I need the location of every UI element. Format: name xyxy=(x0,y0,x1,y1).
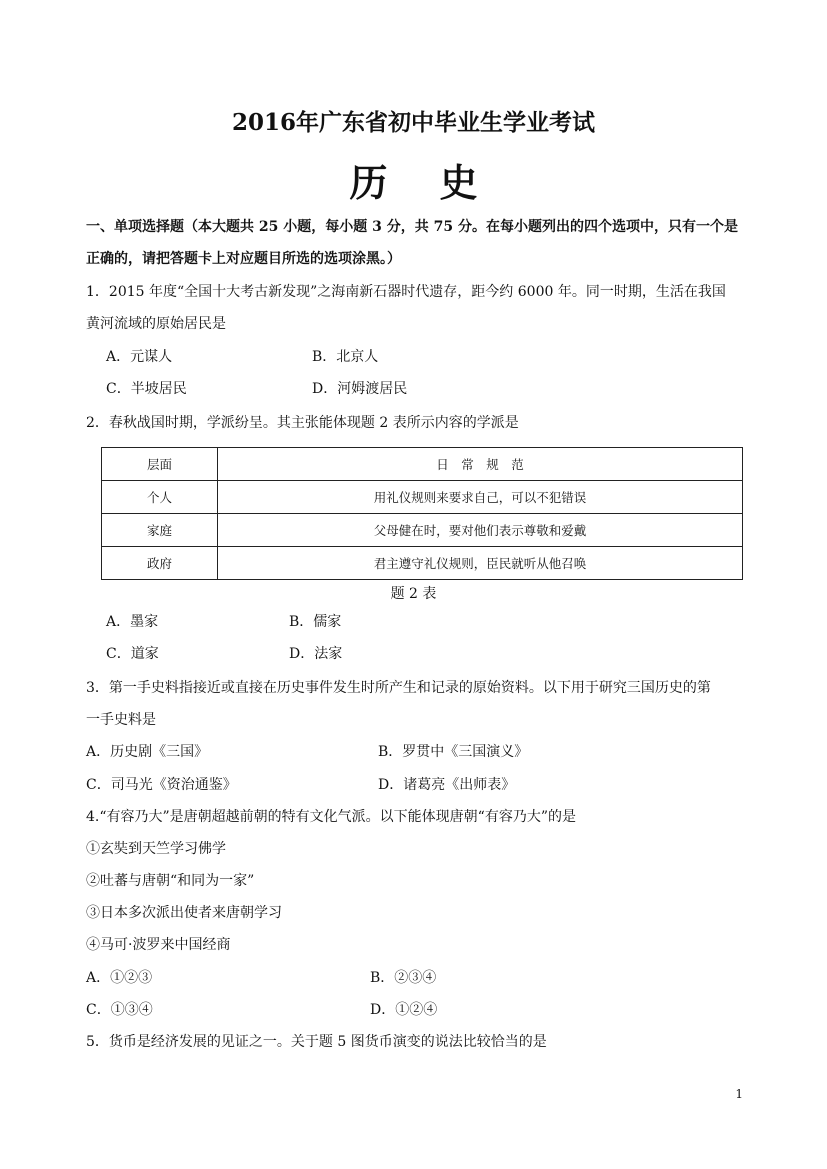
q2-table-caption: 题 2 表 xyxy=(390,586,437,602)
q3-option-d: D．诸葛亮《出师表》 xyxy=(378,777,516,793)
q3-stem-line2: 一手史料是 xyxy=(86,712,156,728)
q2-option-d: D．法家 xyxy=(289,646,343,662)
table-header-cell: 层面 xyxy=(102,448,218,481)
q3-option-c: C．司马光《资治通鉴》 xyxy=(86,777,237,793)
q1-stem-line2: 黄河流域的原始居民是 xyxy=(86,316,226,332)
table-header-row xyxy=(102,448,743,481)
q3-stem-line1: 3．第一手史料指接近或直接在历史事件发生时所产生和记录的原始资料。以下用于研究三国历史的第 xyxy=(86,680,711,696)
q1-option-d: D．河姆渡居民 xyxy=(312,381,408,397)
q1-option-a: A．元谋人 xyxy=(106,349,173,365)
table-row xyxy=(102,481,743,514)
q4-statement-2: ②吐蕃与唐朝“和同为一家” xyxy=(86,873,255,889)
section-instructions-line2: 正确的，请把答题卡上对应题目所选的选项涂黑。） xyxy=(86,251,401,267)
table-cell: 用礼仪规则来要求自己，可以不犯错误 xyxy=(218,481,743,514)
table-cell: 个人 xyxy=(102,481,218,514)
q4-option-c: C．①③④ xyxy=(86,1002,153,1018)
q4-option-b: B．②③④ xyxy=(370,970,437,986)
exam-title: 2016年广东省初中毕业生学业考试 xyxy=(231,109,595,136)
section-instructions-line1: 一、单项选择题（本大题共 25 小题，每小题 3 分，共 75 分。在每小题列出的四个选项中，只有一个是 xyxy=(86,219,738,235)
table-row xyxy=(102,514,743,547)
page-number: 1 xyxy=(735,1087,743,1101)
q4-statement-1: ①玄奘到天竺学习佛学 xyxy=(86,841,226,857)
table-row xyxy=(102,547,743,580)
q4-option-a: A．①②③ xyxy=(86,970,153,986)
subject-title: 历史 xyxy=(349,160,530,205)
table-header-cell: 日 常 规 范 xyxy=(218,448,743,481)
q2-stem-line1: 2．春秋战国时期，学派纷呈。其主张能体现题 2 表所示内容的学派是 xyxy=(86,415,519,431)
q4-statement-4: ④马可·波罗来中国经商 xyxy=(86,937,231,953)
q2-option-b: B．儒家 xyxy=(289,614,342,630)
q1-option-c: C．半坡居民 xyxy=(106,381,187,397)
table-cell: 政府 xyxy=(102,547,218,580)
q3-option-b: B．罗贯中《三国演义》 xyxy=(378,744,529,760)
q3-option-a: A．历史剧《三国》 xyxy=(86,744,209,760)
q1-option-b: B．北京人 xyxy=(312,349,379,365)
table-cell: 家庭 xyxy=(102,514,218,547)
q1-stem-line1: 1．2015 年度“全国十大考古新发现”之海南新石器时代遗存，距今约 6000 年。同一时期，生活在我国 xyxy=(86,284,726,300)
q4-option-d: D．①②④ xyxy=(370,1002,438,1018)
table-cell: 君主遵守礼仪规则，臣民就听从他召唤 xyxy=(218,547,743,580)
q4-statement-3: ③日本多次派出使者来唐朝学习 xyxy=(86,905,282,921)
table-cell: 父母健在时，要对他们表示尊敬和爱戴 xyxy=(218,514,743,547)
q4-stem-line1: 4.“有容乃大”是唐朝超越前朝的特有文化气派。以下能体现唐朝“有容乃大”的是 xyxy=(86,809,576,825)
q2-table xyxy=(101,447,743,580)
q2-option-c: C．道家 xyxy=(106,646,159,662)
q2-option-a: A．墨家 xyxy=(106,614,159,630)
q5-stem-line1: 5．货币是经济发展的见证之一。关于题 5 图货币演变的说法比较恰当的是 xyxy=(86,1034,547,1050)
